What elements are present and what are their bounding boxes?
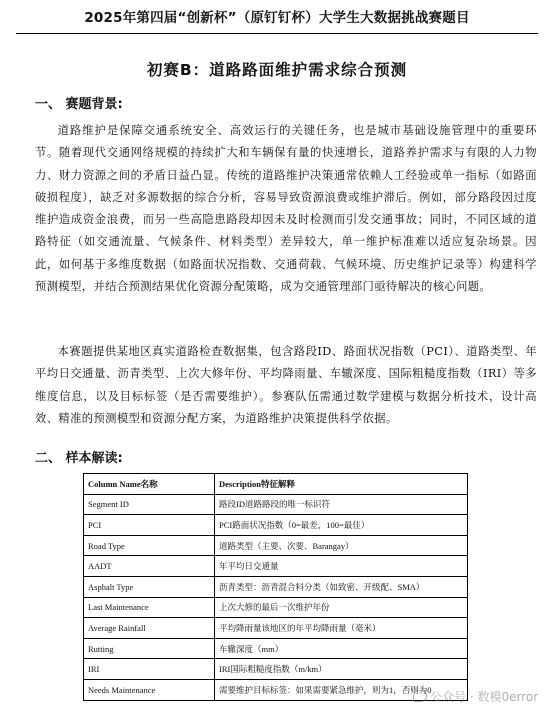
sample-table: [83, 473, 468, 701]
watermark-text: 公众号 · 数模0error: [430, 690, 539, 704]
table-row: [84, 494, 468, 515]
table-cell-name: Needs Maintenance: [84, 679, 215, 700]
table-header-column-name: Column Name名称: [84, 474, 215, 495]
table-row: [84, 515, 468, 536]
table-cell-description: 平均降雨量该地区的年平均降雨量（毫米）: [215, 618, 468, 639]
section-heading-sample: 二、 样本解读:: [35, 451, 123, 466]
watermark: [413, 688, 538, 705]
table-cell-description: IRI国际粗糙度指数（m/km）: [215, 659, 468, 680]
table-cell-description: 上次大修的最后一次维护年份: [215, 597, 468, 618]
paragraph-dataset: 本赛题提供某地区真实道路检查数据集，包含路段ID、路面状况指数（PCI）、道路类型、年平均日交通量、沥青类型、上次大修年份、平均降雨量、车辙深度、国际粗糙度指数（IRI）等多维度信息，以及目标标签（是否需要维护）。参赛队伍需通过数学建模与数据分析技术，设计高效、精准的预测模型和资源分配方案，为道路维护决策提供科学依据。: [35, 345, 537, 425]
header-rule: [16, 33, 538, 34]
table-row: [84, 659, 468, 680]
table-cell-name: Segment ID: [84, 494, 215, 515]
table-cell-description: 车辙深度（mm）: [215, 638, 468, 659]
wechat-icon: [413, 690, 427, 702]
table-cell-description: 需要维护目标标签：如果需要紧急维护，则为1，否则为0: [215, 679, 468, 700]
table-row: [84, 556, 468, 577]
table-cell-description: 道路类型（主要、次要、Barangay）: [215, 535, 468, 556]
table-cell-description: 年平均日交通量: [215, 556, 468, 577]
paragraph-background: 道路维护是保障交通系统安全、高效运行的关键任务，也是城市基础设施管理中的重要环节。随着现代交通网络规模的持续扩大和车辆保有量的快速增长，道路养护需求与有限的人力物力、财力资源之间的矛盾日益凸显。传统的道路维护决策通常依赖人工经验或单一指标（如路面破损程度），缺乏对多源数据的综合分析，容易导致资源浪费或维护滞后。例如，部分路段因过度维护造成资金浪费，而另一些高隐患路段却因未及时检测而引发交通事故；同时，不同区域的道路特征（如交通流量、气候条件、材料类型）差异较大，单一维护标准难以适应复杂场景。因此，如何基于多维度数据（如路面状况指数、交通荷载、气候环境、历史维护记录等）构建科学预测模型，并结合预测结果优化资源分配策略，成为交通管理部门亟待解决的核心问题。: [35, 124, 537, 294]
page-header: 2025年第四届“创新杯”（原钉钉杯）大学生大数据挑战赛题目: [84, 10, 470, 26]
table-row: [84, 679, 468, 700]
table-cell-name: Rutting: [84, 638, 215, 659]
table-cell-name: Road Type: [84, 535, 215, 556]
table-cell-name: Average Rainfall: [84, 618, 215, 639]
table-row: [84, 618, 468, 639]
table-cell-name: Asphalt Type: [84, 576, 215, 597]
table-row: [84, 576, 468, 597]
table-cell-name: IRI: [84, 659, 215, 680]
table-cell-name: PCI: [84, 515, 215, 536]
table-cell-description: PCI路面状况指数（0=最差，100=最佳）: [215, 515, 468, 536]
table-header-description: Description特征解释: [215, 474, 468, 495]
section-heading-background: 一、 赛题背景:: [35, 97, 123, 112]
table-cell-description: 沥青类型：沥青混合料分类（如致密、开级配、SMA）: [215, 576, 468, 597]
table-cell-name: Last Maintenance: [84, 597, 215, 618]
document-title: 初赛B：道路路面维护需求综合预测: [146, 61, 408, 79]
table-cell-name: AADT: [84, 556, 215, 577]
table-row: [84, 535, 468, 556]
table-header-row: [84, 474, 468, 495]
table-cell-description: 路段ID道路路段的唯一标识符: [215, 494, 468, 515]
table-row: [84, 638, 468, 659]
table-row: [84, 597, 468, 618]
